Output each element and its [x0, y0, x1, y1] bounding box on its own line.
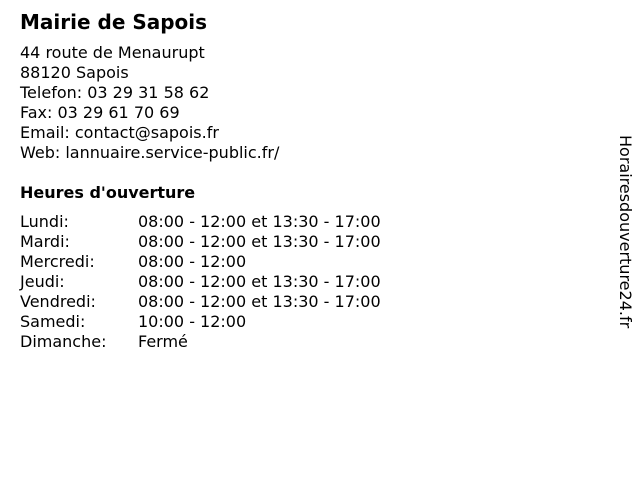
hours-row	[20, 292, 381, 312]
brand-watermark: Horairesdouverture24.fr	[616, 135, 635, 329]
hours-value: 08:00 - 12:00 et 13:30 - 17:00	[138, 292, 381, 311]
hours-value: 08:00 - 12:00	[138, 252, 247, 271]
hours-row	[20, 212, 381, 232]
hours-row	[20, 312, 381, 332]
day-label: Mercredi:	[20, 252, 95, 271]
hours-value: 08:00 - 12:00 et 13:30 - 17:00	[138, 232, 381, 251]
phone-line: Telefon: 03 29 31 58 62	[20, 83, 210, 102]
city-line: 88120 Sapois	[20, 63, 129, 82]
day-label: Lundi:	[20, 212, 69, 231]
hours-value: 08:00 - 12:00 et 13:30 - 17:00	[138, 212, 381, 231]
day-label: Vendredi:	[20, 292, 96, 311]
hours-row	[20, 332, 381, 352]
day-label: Dimanche:	[20, 332, 107, 351]
street-address: 44 route de Menaurupt	[20, 43, 205, 62]
fax-line: Fax: 03 29 61 70 69	[20, 103, 180, 122]
hours-value: 08:00 - 12:00 et 13:30 - 17:00	[138, 272, 381, 291]
day-label: Mardi:	[20, 232, 70, 251]
day-label: Jeudi:	[20, 272, 65, 291]
hours-row	[20, 252, 381, 272]
business-card	[20, 10, 580, 352]
hours-value: 10:00 - 12:00	[138, 312, 247, 331]
hours-value: Fermé	[138, 332, 188, 351]
web-line: Web: lannuaire.service-public.fr/	[20, 143, 280, 162]
address-block	[20, 43, 580, 163]
email-line: Email: contact@sapois.fr	[20, 123, 219, 142]
hours-row	[20, 272, 381, 292]
page-title: Mairie de Sapois	[20, 10, 208, 34]
hours-row	[20, 232, 381, 252]
opening-hours-table	[20, 212, 381, 352]
day-label: Samedi:	[20, 312, 86, 331]
opening-hours-heading: Heures d'ouverture	[20, 183, 196, 202]
